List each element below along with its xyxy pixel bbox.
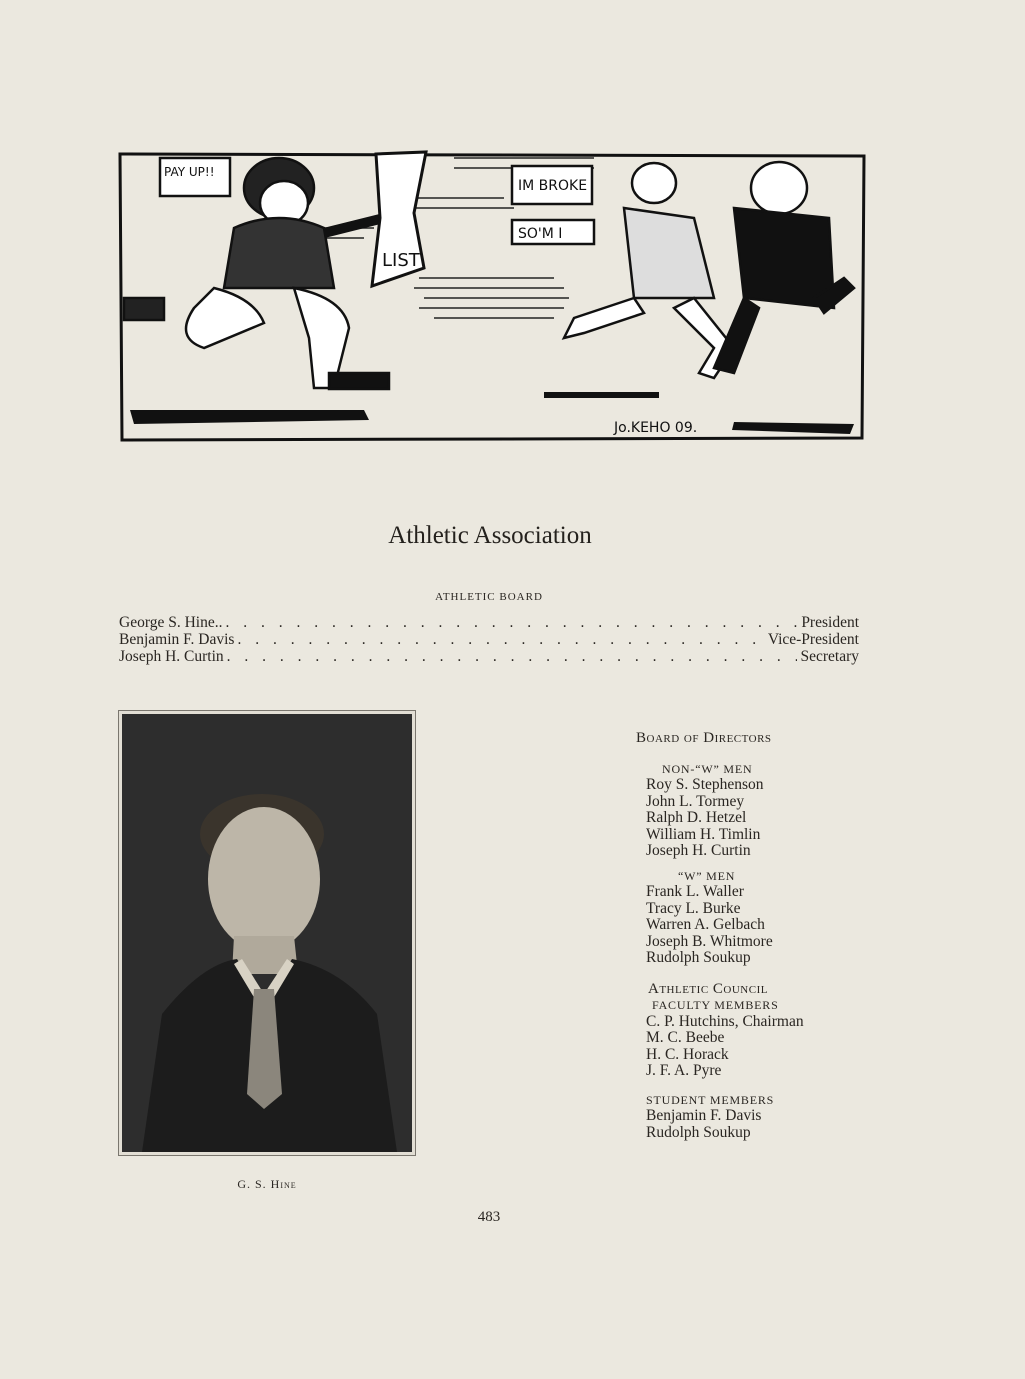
list-item: Tracy L. Burke: [646, 899, 741, 917]
officer-role: President: [801, 614, 859, 631]
w-men-label: “W” MEN: [678, 868, 736, 883]
officers-list: [119, 614, 859, 665]
list-item: Frank L. Waller: [646, 883, 744, 900]
list-item: Rudolph Soukup: [646, 949, 751, 966]
non-w-men-label: NON-“W” MEN: [662, 761, 753, 776]
officer-name: George S. Hine..: [119, 614, 223, 631]
list-item: William H. Timlin: [646, 825, 761, 843]
directors-council-section: [636, 730, 896, 1141]
officer-role: Secretary: [800, 648, 859, 665]
athletic-board-label: ATHLETIC BOARD: [435, 591, 543, 603]
leader-dots: [227, 648, 798, 665]
list-item: J. F. A. Pyre: [646, 1062, 722, 1079]
officer-role: Vice-President: [767, 631, 859, 648]
officer-name: Joseph H. Curtin: [119, 648, 224, 665]
list-item: Joseph B. Whitmore: [646, 932, 773, 950]
photo-caption: G. S. Hine: [237, 1177, 297, 1191]
pay-up-bubble: PAY UP!!: [164, 165, 215, 179]
officer-row: [119, 648, 859, 665]
list-item: Warren A. Gelbach: [646, 916, 765, 933]
im-broke-bubble: IM BROKE: [518, 178, 588, 194]
list-item: Rudolph Soukup: [646, 1123, 751, 1141]
list-item: Benjamin F. Davis: [646, 1107, 762, 1124]
page-number: 483: [477, 1209, 501, 1225]
officer-row: [119, 631, 859, 648]
list-item: Roy S. Stephenson: [646, 776, 764, 793]
list-item: M. C. Beebe: [646, 1029, 725, 1046]
faculty-members-label: FACULTY MEMBERS: [652, 998, 779, 1012]
list-item: H. C. Horack: [646, 1045, 729, 1063]
student-members-label: STUDENT MEMBERS: [646, 1092, 775, 1107]
list-sign-text: LIST: [382, 250, 420, 271]
leader-dots: [225, 614, 798, 631]
officer-name: Benjamin F. Davis: [119, 631, 235, 648]
som-i-bubble: SO'M I: [518, 226, 563, 242]
list-item: Joseph H. Curtin: [646, 842, 751, 859]
artist-signature: Jo.KEHO 09.: [614, 420, 698, 436]
officer-row: [119, 614, 859, 631]
faculty-members-list: [646, 1014, 896, 1080]
board-of-directors-heading: Board of Directors: [636, 730, 772, 746]
page-title: Athletic Association: [388, 522, 592, 549]
list-item: C. P. Hutchins, Chairman: [646, 1012, 804, 1030]
list-item: Ralph D. Hetzel: [646, 809, 747, 826]
portrait-photo: [118, 710, 416, 1156]
cartoon-illustration: [114, 148, 870, 448]
student-members-list: [646, 1108, 896, 1141]
w-men-list: [646, 884, 896, 967]
non-w-men-list: [646, 777, 896, 860]
athletic-council-heading: Athletic Council: [648, 980, 768, 997]
list-item: John L. Tormey: [646, 792, 745, 810]
leader-dots: [237, 631, 764, 648]
